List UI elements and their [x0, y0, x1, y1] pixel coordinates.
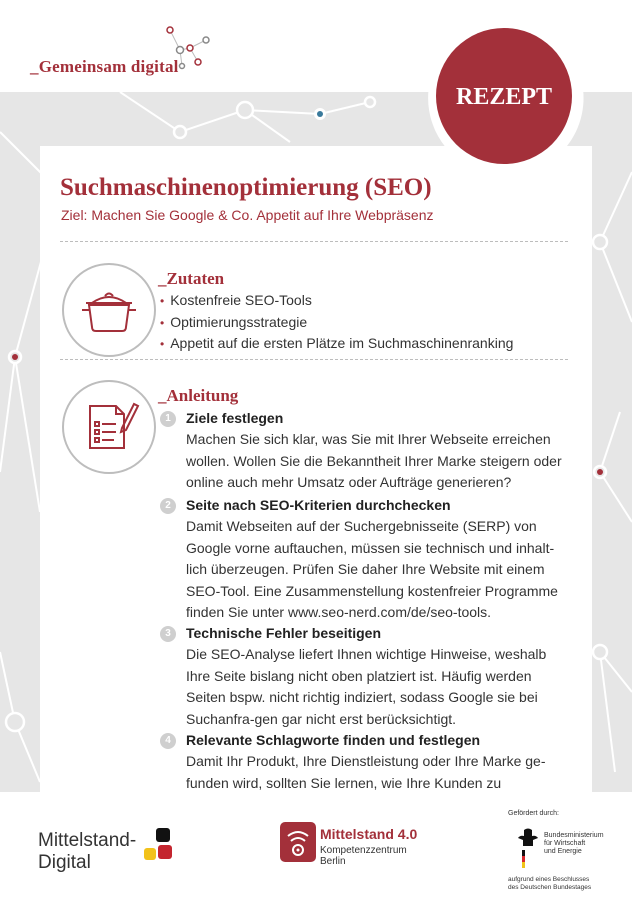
recipe-badge [420, 14, 588, 182]
step-number: 3 [160, 626, 176, 642]
step-number: 4 [160, 733, 176, 749]
ingredients-heading: _Zutaten [158, 269, 225, 288]
funded-by-label: Gefördert durch: [508, 810, 559, 817]
mittelstand-digital-name: Mittelstand- Digital [38, 830, 137, 873]
step-text: Damit Webseiten auf der Suchergebnisseite (SERP) von Google vorne auftauchen, müssen sie technisch und inhalt-lich überzeugen. Prüfen Sie daher Ihre Website mit einem SEO-Tool. Eine Zusammenstellung kostenfreier Programme finden Sie unter www.seo-nerd.com/de/seo-tools. [186, 518, 558, 620]
bundestag-note: aufgrund eines Beschlusses des Deutschen Bundestages [508, 876, 592, 891]
step-text: Machen Sie sich klar, was Sie mit Ihrer Webseite erreichen wollen. Wollen Sie die Bekanntheit Ihrer Marke steigern oder online auch mehr Umsatz oder Aufträge generieren? [186, 431, 562, 490]
page-title: Suchmaschinenoptimierung (SEO) [60, 174, 432, 201]
brand-name: _Gemeinsam digital [30, 57, 179, 76]
ingredients-icon-frame [62, 263, 156, 357]
step-number: 2 [160, 498, 176, 514]
mittelstand-40-logo [280, 822, 316, 862]
checklist-pen-icon [64, 382, 154, 472]
step-number: 1 [160, 411, 176, 427]
cooking-pot-icon [64, 265, 154, 355]
instructions-heading: _Anleitung [158, 386, 239, 405]
bullet-icon: • [160, 294, 165, 308]
bullet-icon: • [160, 316, 165, 330]
instructions-icon-frame [62, 380, 156, 474]
ingredient-item: • Optimierungsstrategie [160, 314, 308, 330]
mittelstand-40-subtitle: Kompetenzzentrum Berlin [320, 845, 407, 867]
divider [60, 359, 568, 360]
ingredient-item: • Kostenfreie SEO-Tools [160, 292, 312, 308]
step-title: Ziele festlegen [186, 410, 284, 426]
divider [60, 241, 568, 242]
badge-label: REZEPT [455, 84, 553, 110]
network-icon [160, 22, 220, 72]
ingredient-item: • Appetit auf die ersten Plätze im Suchmaschinenranking [160, 335, 514, 351]
ministry-name: Bundesministerium für Wirtschaft und Energie [544, 832, 604, 855]
step-text: Damit Ihr Produkt, Ihre Dienstleistung oder Ihre Marke ge-funden wird, sollten Sie lernen, wie Ihre Kunden zu [186, 753, 546, 791]
step-text: Die SEO-Analyse liefert Ihnen wichtige Hinweise, weshalb Ihre Seite bislang nicht oben platziert ist. Häufig werden Seiten bspw. nicht richtig indiziert, sodass Google sie bei Suchanfra-gen gar nicht erst berücksichtigt. [186, 646, 547, 727]
step-title: Seite nach SEO-Kriterien durchchecken [186, 497, 451, 513]
bullet-icon: • [160, 337, 165, 351]
step-title: Technische Fehler beseitigen [186, 625, 382, 641]
federal-eagle-emblem [514, 826, 542, 870]
mittelstand-digital-logo [140, 828, 174, 864]
mittelstand-40-title: Mittelstand 4.0 [320, 826, 418, 842]
page-subtitle: Ziel: Machen Sie Google & Co. Appetit auf Ihre Webpräsenz [61, 207, 434, 223]
step-title: Relevante Schlagworte finden und festlegen [186, 732, 481, 748]
